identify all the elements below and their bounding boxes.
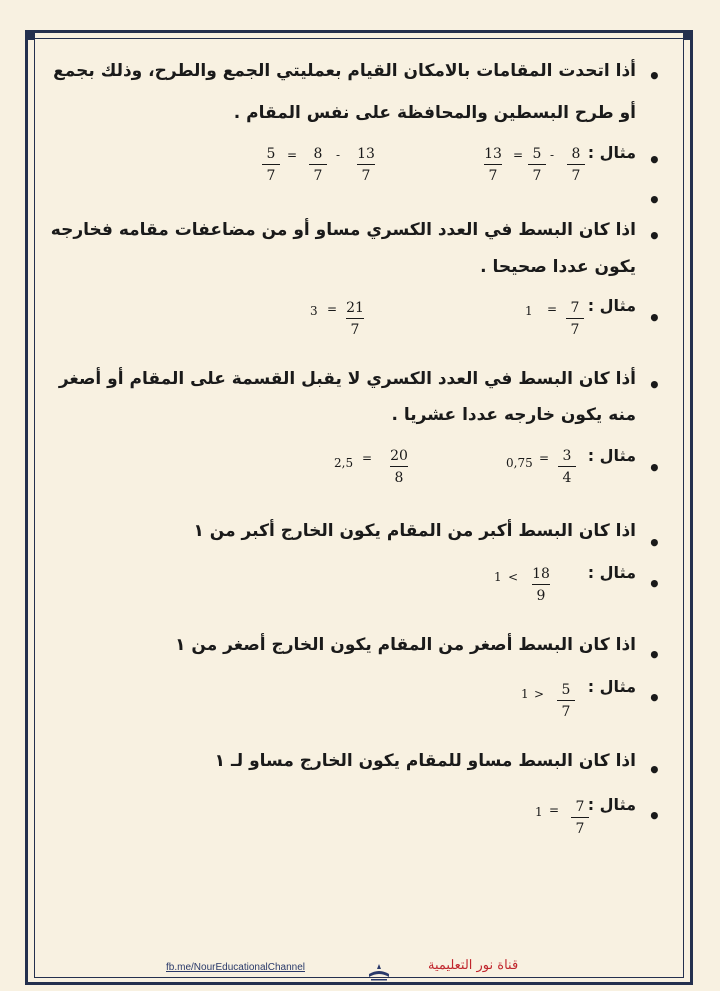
result-value: 1 xyxy=(535,805,543,819)
less-than-sign: < xyxy=(508,570,519,584)
example-label: مثال : xyxy=(587,677,636,696)
channel-name: قناة نور التعليمية xyxy=(428,958,519,973)
corner-ornament xyxy=(27,32,35,40)
greater-than-sign: > xyxy=(534,687,545,701)
example-label: مثال : xyxy=(587,563,636,582)
equals-sign: = xyxy=(549,803,560,817)
rule-2-line-2: يكون عددا صحيحا . xyxy=(480,257,636,277)
bullet: • xyxy=(648,643,661,667)
rule-1-line-2: أو طرح البسطين والمحافظة على نفس المقام . xyxy=(233,103,636,123)
equals-sign: = xyxy=(539,451,550,465)
fraction: 13 7 xyxy=(357,146,375,184)
corner-ornament xyxy=(683,32,691,40)
example-label: مثال : xyxy=(587,446,636,465)
example-label: مثال : xyxy=(587,143,636,162)
result-value: 1 xyxy=(494,570,502,584)
rule-3-line-2: منه يكون خارجه عددا عشريا . xyxy=(391,405,636,425)
bullet: • xyxy=(648,531,661,555)
bullet: • xyxy=(648,148,661,172)
rule-3-line-1: أذا كان البسط في العدد الكسري لا يقبل القسمة على المقام أو أصغر xyxy=(58,369,636,389)
minus-sign: - xyxy=(336,148,341,162)
fraction: 8 7 xyxy=(563,146,589,185)
bullet: • xyxy=(648,64,661,88)
bullet: • xyxy=(648,224,661,248)
bullet: • xyxy=(648,572,661,596)
rule-2-line-1: اذا كان البسط في العدد الكسري مساو أو من مضاعفات مقامه فخارجه xyxy=(50,220,636,240)
equals-sign: = xyxy=(513,148,524,162)
fraction: 13 7 xyxy=(484,146,502,184)
bullet: • xyxy=(648,686,661,710)
fraction: 5 7 xyxy=(258,146,284,185)
rule-4: اذا كان البسط أكبر من المقام يكون الخارج أكبر من ١ xyxy=(193,521,636,541)
fraction: 7 7 xyxy=(562,300,588,339)
bullet: • xyxy=(648,188,661,212)
fraction: 3 4 xyxy=(554,448,580,487)
fraction: 20 8 xyxy=(390,448,408,486)
bullet: • xyxy=(648,804,661,828)
result-value: 2,5 xyxy=(334,456,354,470)
equals-sign: = xyxy=(327,302,338,316)
equals-sign: = xyxy=(547,302,558,316)
fraction: 5 7 xyxy=(524,146,550,185)
rule-5: اذا كان البسط أصغر من المقام يكون الخارج أصغر من ١ xyxy=(175,635,636,655)
bullet: • xyxy=(648,306,661,330)
result-value: 0,75 xyxy=(506,456,533,470)
bullet: • xyxy=(648,758,661,782)
bullet: • xyxy=(648,373,661,397)
equals-sign: = xyxy=(362,451,373,465)
rule-1-line-1: أذا اتحدت المقامات بالامكان القيام بعمليتي الجمع والطرح، وذلك بجمع xyxy=(53,61,636,81)
bullet: • xyxy=(648,456,661,480)
result-value: 1 xyxy=(521,687,529,701)
example-label: مثال : xyxy=(587,795,636,814)
result-value: 1 xyxy=(525,304,533,318)
fraction: 7 7 xyxy=(567,799,593,838)
result-value: 3 xyxy=(310,304,318,318)
minus-sign: - xyxy=(550,148,555,162)
facebook-channel-link[interactable]: fb.me/NourEducationalChannel xyxy=(166,962,305,973)
fraction: 18 9 xyxy=(532,566,550,604)
fraction: 5 7 xyxy=(553,682,579,721)
example-label: مثال : xyxy=(587,296,636,315)
equals-sign: = xyxy=(287,148,298,162)
fraction: 8 7 xyxy=(305,146,331,185)
channel-logo-icon xyxy=(366,960,392,984)
rule-6: اذا كان البسط مساو للمقام يكون الخارج مساو لـ ١ xyxy=(214,751,636,771)
fraction: 21 7 xyxy=(346,300,364,338)
